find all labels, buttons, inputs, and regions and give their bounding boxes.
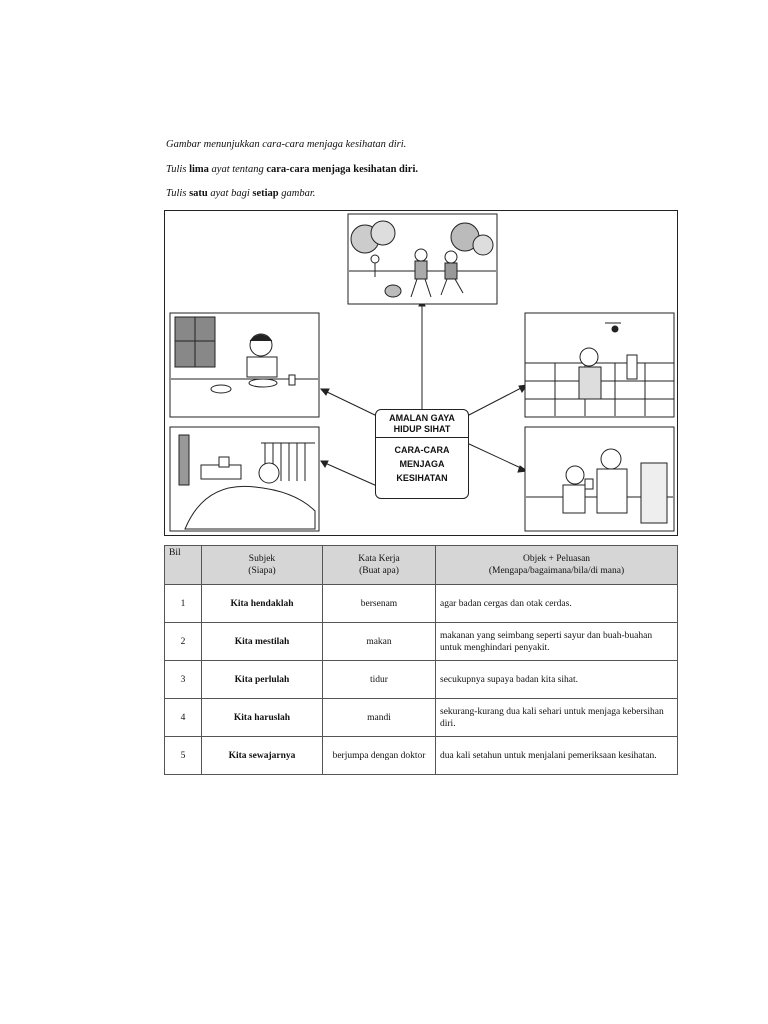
cell-bil: 5 <box>165 737 202 775</box>
cell-kata-kerja: mandi <box>323 699 436 737</box>
center-title-line-2: HIDUP SIHAT <box>393 424 451 434</box>
bathing-scene <box>525 313 674 417</box>
answer-table <box>164 545 678 775</box>
cell-kata-kerja: makan <box>323 623 436 661</box>
cell-objek: sekurang-kurang dua kali sehari untuk menjaga kebersihan diri. <box>436 699 678 737</box>
center-topic-box <box>375 409 469 499</box>
instruction-line-3: Tulis satu ayat bagi setiap gambar. <box>166 188 316 199</box>
cell-kata-kerja: tidur <box>323 661 436 699</box>
cell-objek: dua kali setahun untuk menjalani pemeriksaan kesihatan. <box>436 737 678 775</box>
eating-scene <box>170 313 319 417</box>
header-subjek: Subjek (Siapa) <box>202 546 323 585</box>
cell-bil: 4 <box>165 699 202 737</box>
cell-subjek: Kita haruslah <box>202 699 323 737</box>
cell-objek: makanan yang seimbang seperti sayur dan buah-buahan untuk menghindari penyakit. <box>436 623 678 661</box>
instruction-line-2: Tulis lima ayat tentang cara-cara menjaga kesihatan diri. <box>166 164 419 175</box>
header-objek: Objek + Peluasan (Mengapa/bagaimana/bila/di mana) <box>436 546 678 585</box>
sleeping-scene <box>170 427 319 531</box>
cell-kata-kerja: bersenam <box>323 585 436 623</box>
table-row <box>165 699 678 737</box>
exercise-scene <box>348 214 497 304</box>
table-row <box>165 623 678 661</box>
center-subtitle-line-1: CARA-CARA <box>394 445 450 455</box>
center-subtitle-line-3: KESIHATAN <box>396 473 448 483</box>
table-row <box>165 661 678 699</box>
cell-objek: agar badan cergas dan otak cerdas. <box>436 585 678 623</box>
cell-kata-kerja: berjumpa dengan doktor <box>323 737 436 775</box>
header-kata-kerja: Kata Kerja (Buat apa) <box>323 546 436 585</box>
cell-bil: 1 <box>165 585 202 623</box>
cell-bil: 3 <box>165 661 202 699</box>
table-row <box>165 737 678 775</box>
mind-map-figure <box>164 210 678 536</box>
table-row <box>165 585 678 623</box>
cell-subjek: Kita hendaklah <box>202 585 323 623</box>
instruction-line-1: Gambar menunjukkan cara-cara menjaga kesihatan diri. <box>166 139 407 150</box>
cell-subjek: Kita sewajarnya <box>202 737 323 775</box>
header-bil: Bil <box>165 546 202 585</box>
cell-subjek: Kita perlulah <box>202 661 323 699</box>
cell-bil: 2 <box>165 623 202 661</box>
cell-subjek: Kita mestilah <box>202 623 323 661</box>
doctor-visit-scene <box>525 427 674 531</box>
center-title-line-1: AMALAN GAYA <box>389 413 455 423</box>
table-header-row <box>165 546 678 585</box>
center-subtitle-line-2: MENJAGA <box>399 459 445 469</box>
cell-objek: secukupnya supaya badan kita sihat. <box>436 661 678 699</box>
